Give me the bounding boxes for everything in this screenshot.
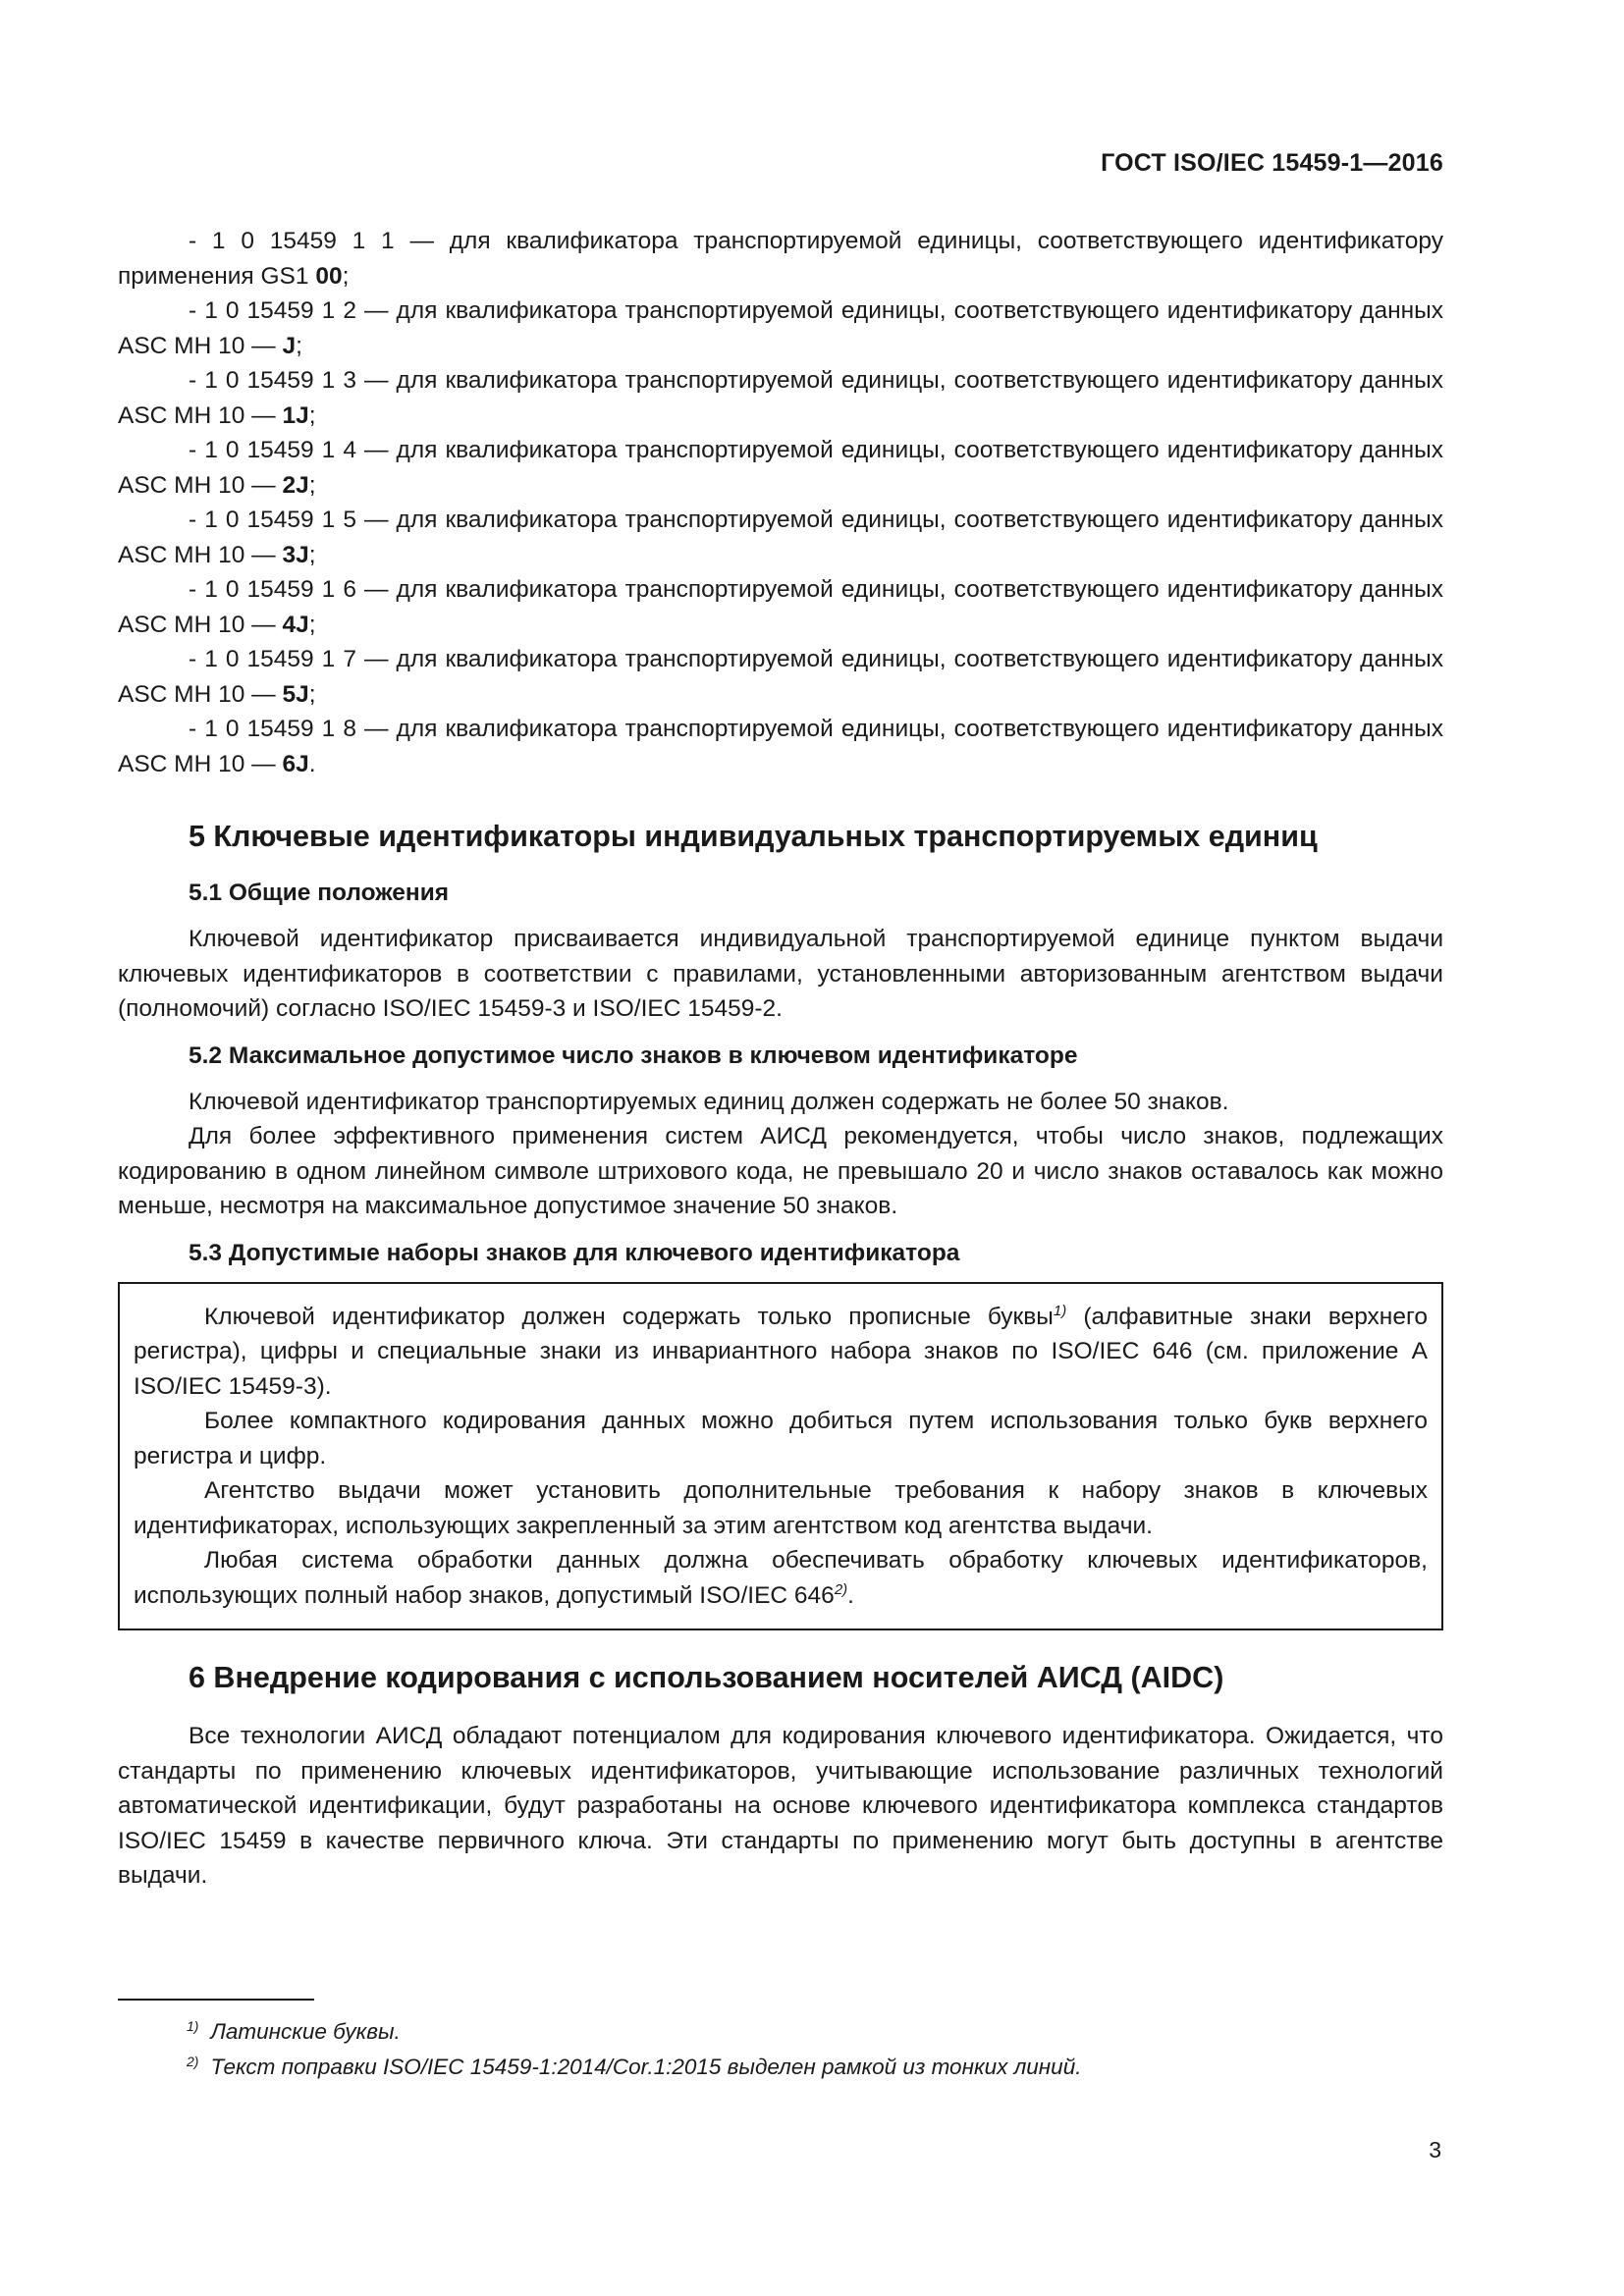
page-content: [118, 224, 1443, 1894]
footnote-2: $^{2)}$ Текст поправки ISO/IEC 15459-1:2014/Cor.1:2015 выделен рамкой из тонких линий.: [187, 2053, 1082, 2079]
oid-code: - 1 0 15459 1 4: [189, 437, 356, 463]
footnotes: [187, 2014, 1365, 2085]
qualifier-code: J: [282, 332, 297, 359]
footnote-divider: [118, 1999, 314, 2001]
list-item: - 1 0 15459 1 5 — для квалификатора транспортируемой единицы, соответствующего идентификатору данных ASC MH 10 — 3J;: [118, 507, 1443, 568]
list-item: - 1 0 15459 1 8 — для квалификатора транспортируемой единицы, соответствующего идентификатору данных ASC MH 10 — 6J.: [118, 716, 1443, 777]
footnote-1: $^{1)}$ Латинские буквы.: [187, 2017, 401, 2044]
list-item: - 1 0 15459 1 6 — для квалификатора транспортируемой единицы, соответствующего идентификатору данных ASC MH 10 — 4J;: [118, 576, 1443, 638]
document-header: ГОСТ ISO/IEC 15459-1—2016: [1101, 149, 1443, 177]
section-5-heading: 5 Ключевые идентификаторы индивидуальных транспортируемых единиц: [189, 820, 1318, 853]
box-paragraph-1: Ключевой идентификатор должен содержать только прописные буквы$^{1)}$ (алфавитные знаки верхнего регистра), цифры и специальные знаки из инвариантного набора знаков по ISO/IEC 646 (см. приложение А ISO/IEC 15459-3).: [134, 1302, 1428, 1400]
footnote-ref-1: 1): [1053, 1302, 1067, 1319]
section-5-2-heading: 5.2 Максимальное допустимое число знаков в ключевом идентификаторе: [189, 1041, 1078, 1069]
amendment-box: [118, 1282, 1443, 1631]
oid-code: - 1 0 15459 1 7: [189, 646, 356, 672]
list-item: - 1 0 15459 1 4 — для квалификатора транспортируемой единицы, соответствующего идентификатору данных ASC MH 10 — 2J;: [118, 437, 1443, 499]
qualifier-code: 2J: [282, 471, 309, 499]
section-5-3-heading: 5.3 Допустимые наборы знаков для ключевого идентификатора: [189, 1239, 960, 1266]
section-5-1-heading: 5.1 Общие положения: [189, 880, 450, 906]
oid-code: - 1 0 15459 1 5: [189, 507, 356, 533]
page-number: 3: [1429, 2137, 1441, 2163]
list-item: - 1 0 15459 1 7 — для квалификатора транспортируемой единицы, соответствующего идентификатору данных ASC MH 10 — 5J;: [118, 646, 1443, 708]
oid-code: - 1 0 15459 1 8: [189, 716, 356, 742]
box-paragraph-3: Агентство выдачи может установить дополнительные требования к набору знаков в ключевых идентификаторах, использующих закрепленный за этим агентством код агентства выдачи.: [134, 1477, 1428, 1539]
qualifier-code: 00: [315, 262, 343, 290]
oid-code: - 1 0 15459 1 6: [189, 576, 356, 603]
section-5-2-paragraph-2: Для более эффективного применения систем АИСД рекомендуется, чтобы число знаков, подлежащих кодированию в одном линейном символе штрихового кода, не превышало 20 и число знаков оставалось как можно меньше, несмотря на максимальное допустимое значение 50 знаков.: [118, 1123, 1443, 1219]
list-item: - 1 0 15459 1 2 — для квалификатора транспортируемой единицы, соответствующего идентификатору данных ASC MH 10 — J;: [118, 297, 1443, 359]
section-5-2-paragraph-1: Ключевой идентификатор транспортируемых единиц должен содержать не более 50 знаков.: [189, 1088, 1229, 1115]
section-6-heading: 6 Внедрение кодирования с использованием носителей АИСД (AIDC): [189, 1661, 1224, 1694]
list-item: - 1 0 15459 1 1 — для квалификатора транспортируемой единицы, соответствующего идентификатору применения GS1 00;: [118, 228, 1444, 290]
list-item: - 1 0 15459 1 3 — для квалификатора транспортируемой единицы, соответствующего идентификатору данных ASC MH 10 — 1J;: [118, 367, 1443, 429]
box-paragraph-4: Любая система обработки данных должна обеспечивать обработку ключевых идентификаторов, использующих полный набор знаков, допустимый ISO/IEC 646$^{2)}$.: [134, 1547, 1428, 1609]
qualifier-code: 6J: [282, 750, 309, 777]
qualifier-code: 1J: [282, 401, 309, 429]
oid-list: [118, 224, 1443, 781]
oid-code: - 1 0 15459 1 1: [189, 228, 395, 254]
qualifier-code: 3J: [282, 541, 309, 568]
qualifier-code: 5J: [282, 680, 309, 708]
box-paragraph-2: Более компактного кодирования данных можно добиться путем использования только букв верхнего регистра и цифр.: [134, 1408, 1428, 1469]
section-5-1-paragraph: Ключевой идентификатор присваивается индивидуальной транспортируемой единице пунктом выдачи ключевых идентификаторов в соответствии с правилами, установленными авторизованным агентством выдачи (полномочий) согласно ISO/IEC 15459-3 и ISO/IEC 15459-2.: [118, 926, 1443, 1022]
oid-code: - 1 0 15459 1 2: [189, 297, 356, 324]
oid-code: - 1 0 15459 1 3: [189, 367, 356, 394]
section-6-paragraph: Все технологии АИСД обладают потенциалом для кодирования ключевого идентификатора. Ожидается, что стандарты по применению ключевых идентификаторов, учитывающие использование различных технологий автоматической идентификации, будут разработаны на основе ключевого идентификатора комплекса стандартов ISO/IEC 15459 в качестве первичного ключа. Эти стандарты по применению могут быть доступны в агентстве выдачи.: [118, 1723, 1443, 1889]
qualifier-code: 4J: [282, 611, 309, 638]
footnote-ref-2: 2): [834, 1580, 848, 1598]
